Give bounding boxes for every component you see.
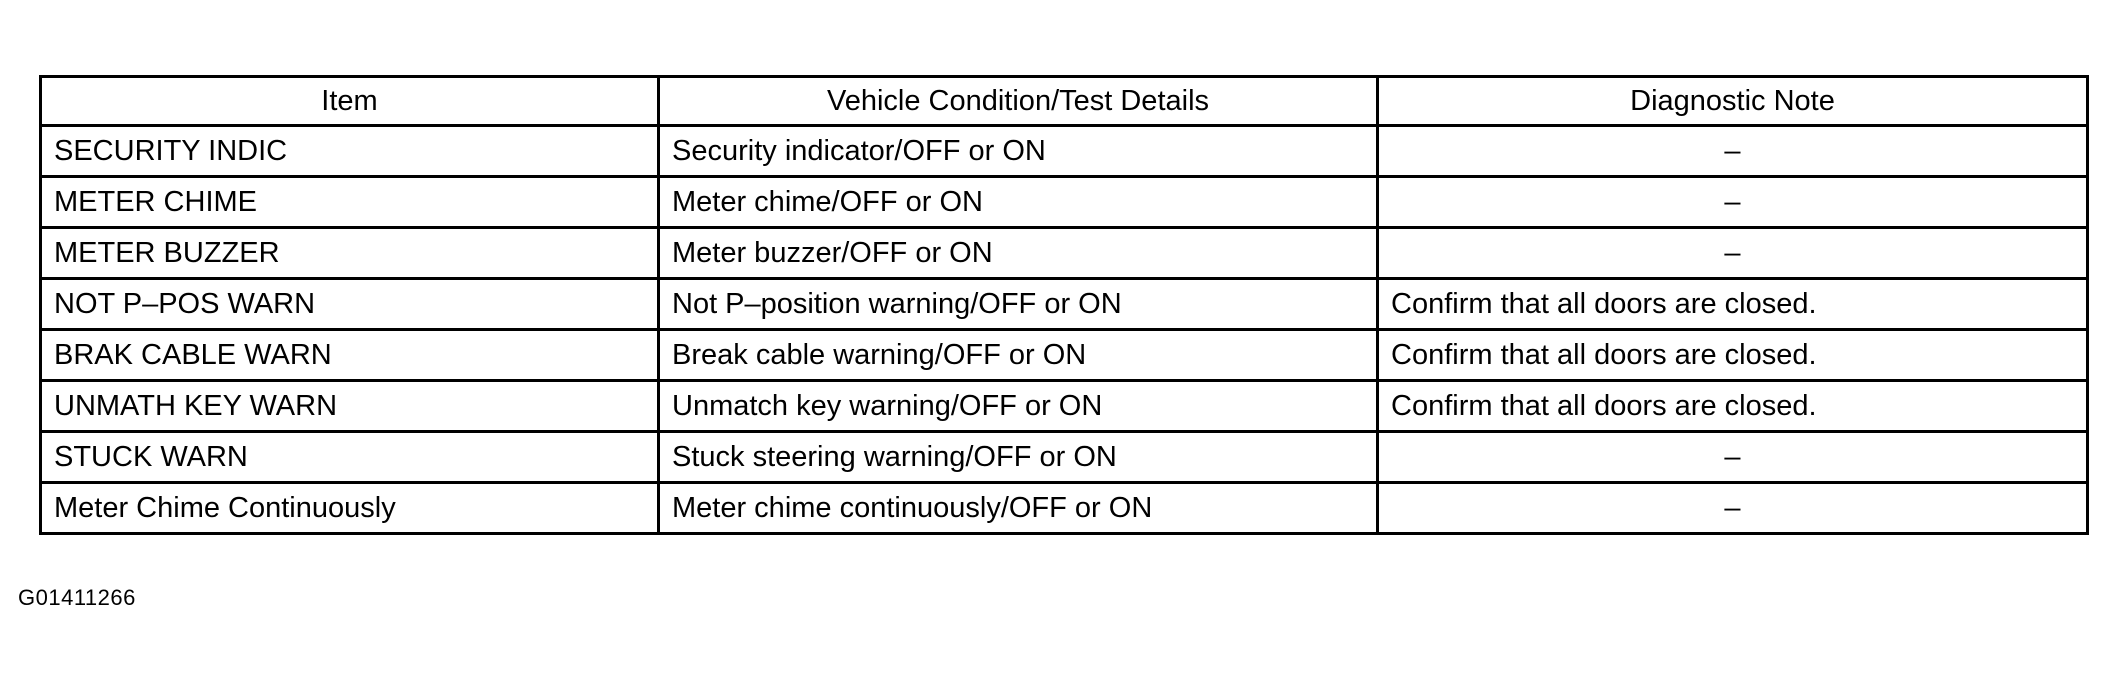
header-vehicle-condition: Vehicle Condition/Test Details: [659, 77, 1378, 126]
note-cell: –: [1378, 483, 2088, 534]
note-cell: –: [1378, 228, 2088, 279]
condition-cell: Unmatch key warning/OFF or ON: [659, 381, 1378, 432]
condition-cell: Security indicator/OFF or ON: [659, 126, 1378, 177]
figure-id-label: G01411266: [18, 585, 136, 610]
item-cell: UNMATH KEY WARN: [41, 381, 659, 432]
diagnostic-table-container: [39, 75, 2086, 535]
note-cell: Confirm that all doors are closed.: [1378, 381, 2088, 432]
table-row: [41, 381, 2088, 432]
item-cell: METER CHIME: [41, 177, 659, 228]
note-cell: Confirm that all doors are closed.: [1378, 279, 2088, 330]
condition-cell: Stuck steering warning/OFF or ON: [659, 432, 1378, 483]
condition-cell: Break cable warning/OFF or ON: [659, 330, 1378, 381]
table-row: [41, 228, 2088, 279]
item-cell: METER BUZZER: [41, 228, 659, 279]
note-cell: Confirm that all doors are closed.: [1378, 330, 2088, 381]
condition-cell: Not P–position warning/OFF or ON: [659, 279, 1378, 330]
condition-cell: Meter buzzer/OFF or ON: [659, 228, 1378, 279]
table-header-row: [41, 77, 2088, 126]
table-row: [41, 483, 2088, 534]
item-cell: STUCK WARN: [41, 432, 659, 483]
note-cell: –: [1378, 432, 2088, 483]
item-cell: NOT P–POS WARN: [41, 279, 659, 330]
item-cell: BRAK CABLE WARN: [41, 330, 659, 381]
diagnostic-table: [39, 75, 2089, 535]
condition-cell: Meter chime continuously/OFF or ON: [659, 483, 1378, 534]
table-row: [41, 126, 2088, 177]
header-diagnostic-note: Diagnostic Note: [1378, 77, 2088, 126]
table-row: [41, 279, 2088, 330]
condition-cell: Meter chime/OFF or ON: [659, 177, 1378, 228]
table-row: [41, 177, 2088, 228]
table-row: [41, 432, 2088, 483]
note-cell: –: [1378, 126, 2088, 177]
item-cell: SECURITY INDIC: [41, 126, 659, 177]
table-row: [41, 330, 2088, 381]
note-cell: –: [1378, 177, 2088, 228]
item-cell: Meter Chime Continuously: [41, 483, 659, 534]
header-item: Item: [41, 77, 659, 126]
